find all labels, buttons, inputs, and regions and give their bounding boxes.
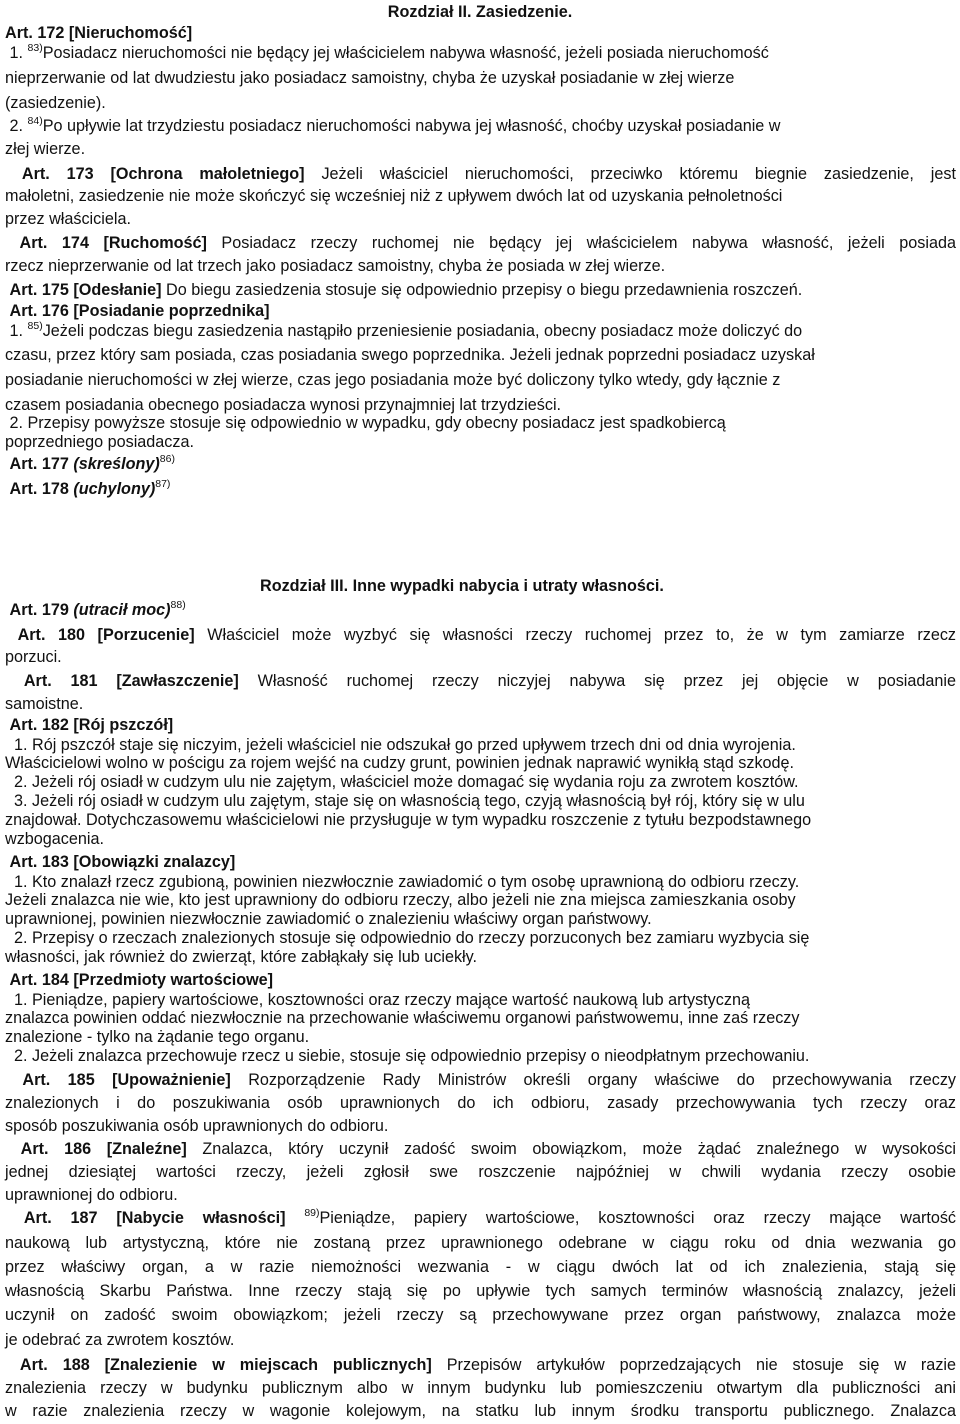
paragraph-line: Art. 185 [Upoważnienie] Rozporządzenie Rady Ministrów określi organy właściwe do przechowywania rzeczy	[22, 1071, 957, 1089]
paragraph-line: czasem posiadania obecnego posiadacza wynosi przynajmniej lat trzydzieści.	[5, 396, 562, 414]
paragraph-line: uprawnionej do odbioru.	[5, 1186, 178, 1204]
article-heading: Art. 179 (utracił moc)$^{88)}$	[9, 599, 186, 619]
paragraph-line: (zasiedzenie).	[5, 94, 106, 112]
paragraph-line: jednej dziesiątej wartości rzeczy, jeżeli zgłosił swe roszczenie najpóźniej w chwili wydania rzeczy osobie	[5, 1163, 956, 1181]
article-heading: Art. 184 [Przedmioty wartościowe]	[9, 971, 274, 989]
paragraph-line: czasu, przez który sam posiada, czas posiadania swego poprzednika. Jeżeli jednak poprzedni posiadacz uzyskał	[5, 346, 815, 364]
article-heading: Art. 180 [Porzucenie]	[17, 626, 195, 644]
paragraph-line: Art. 180 [Porzucenie] Właściciel może wyzbyć się własności rzeczy ruchomej przez to, że w tym zamiarze rzecz	[17, 626, 957, 644]
article-heading: Art. 177 (skreślony)$^{86)}$	[9, 453, 175, 473]
paragraph-line: 2. $^{84)}$Po upływie lat trzydziestu posiadacz nieruchomości nabywa jej własność, choćby uzyskał posiadanie w	[9, 115, 781, 135]
paragraph-line: je odebrać za zwrotem kosztów.	[5, 1331, 235, 1349]
paragraph-line: znalezionych i do poszukiwania osób uprawnionych do ich odbioru, zasady przechowywania tych rzeczy oraz	[5, 1094, 956, 1112]
footnote-ref[interactable]: 84)	[27, 115, 43, 127]
article-heading: Art. 176 [Posiadanie poprzednika]	[9, 302, 270, 320]
article-heading: Art. 183 [Obowiązki znalazcy]	[9, 853, 236, 871]
paragraph-line: przez właściciela.	[5, 210, 131, 228]
paragraph-line: Jeżeli znalazca nie wie, kto jest uprawniony do odbioru rzeczy, albo jeżeli nie zna miejsca zamieszkania osoby	[5, 891, 796, 909]
chapter-heading: Rozdział III. Inne wypadki nabycia i utraty własności.	[260, 577, 664, 595]
paragraph-line: przez właściwy organ, a w razie niemożności wezwania - w ciągu dwóch lat od ich znalezienia, stają się	[5, 1258, 956, 1276]
paragraph-line: sposób poszukiwania osób uprawnionych do odbioru.	[5, 1117, 389, 1135]
paragraph-line: znalezienia rzeczy w budynku publicznym albo w innym budynku lub pomieszczeniu otwartym dla publiczności ani	[5, 1379, 956, 1397]
footnote-ref[interactable]: 88)	[170, 599, 186, 611]
paragraph-line: złej wierze.	[5, 140, 86, 158]
paragraph-line: 2. Jeżeli znalazca przechowuje rzecz u siebie, stosuje się odpowiednio przepisy o nieodpłatnym przechowaniu.	[14, 1047, 810, 1065]
paragraph-line: Art. 175 [Odesłanie] Do biegu zasiedzenia stosuje się odpowiednio przepisy o biegu przedawnienia roszczeń.	[9, 281, 803, 299]
paragraph-line: posiadanie nieruchomości w złej wierze, czas jego posiadania może być doliczony tylko wtedy, gdy łącznie z	[5, 371, 781, 389]
paragraph-line: małoletni, zasiedzenie nie może skończyć się wcześniej niż z upływem dwóch lat od uzyskania pełnoletności	[5, 187, 783, 205]
paragraph-line: 1. $^{85)}$Jeżeli podczas biegu zasiedzenia nastąpiło przeniesienie posiadania, obecny posiadacz może doliczyć do	[9, 320, 803, 340]
article-heading: Art. 172 [Nieruchomość]	[5, 24, 193, 42]
paragraph-line: uprawnionej, powinien niezwłocznie zawiadomić o znalezieniu właściwy organ państwowy.	[5, 910, 652, 928]
paragraph-line: znalazca powinien oddać niezwłocznie na przechowanie właściwemu organowi państwowemu, inne zaś rzeczy	[5, 1009, 800, 1027]
article-heading: Art. 174 [Ruchomość]	[19, 234, 207, 252]
article-heading: Art. 181 [Zawłaszczenie]	[23, 672, 239, 690]
paragraph-line: porzuci.	[5, 648, 62, 666]
paragraph-line: 2. Przepisy o rzeczach znalezionych stosuje się odpowiednio do rzeczy porzuconych bez zamiaru wyzbycia się	[14, 929, 810, 947]
paragraph-line: Art. 174 [Ruchomość] Posiadacz rzeczy ruchomej nie będący jej właścicielem nabywa własność, jeżeli posiada	[19, 234, 956, 252]
paragraph-line: rzecz nieprzerwanie od lat trzech jako posiadacz samoistny, chyba że posiada w złej wierze.	[5, 257, 666, 275]
paragraph-line: uczynił on zadość swoim obowiązkom; jeżeli rzeczy są przechowywane przez organ państwowy, znalazca może	[5, 1306, 956, 1324]
article-heading: Art. 182 [Rój pszczół]	[9, 716, 174, 734]
paragraph-line: 1. Kto znalazł rzecz zgubioną, powinien niezwłocznie zawiadomić o tym osobę uprawnioną do odbioru rzeczy.	[14, 873, 800, 891]
article-heading: Art. 178 (uchylony)$^{87)}$	[9, 478, 171, 498]
footnote-ref[interactable]: 83)	[27, 42, 43, 54]
paragraph-line: 1. Rój pszczół staje się niczyim, jeżeli właściciel nie odszukał go przed upływem trzech dni od dnia wyrojenia.	[14, 736, 796, 754]
paragraph-line: Art. 173 [Ochrona małoletniego] Jeżeli właściciel nieruchomości, przeciwko któremu biegnie zasiedzenie, jest	[21, 165, 956, 183]
paragraph-line: 2. Jeżeli rój osiadł w cudzym ulu nie zajętym, właściciel może domagać się wydania roju za zwrotem kosztów.	[14, 773, 799, 791]
article-heading: Art. 187 [Nabycie własności]	[23, 1209, 286, 1227]
paragraph-line: znajdował. Dotychczasowemu właścicielowi nie przysługuje w tym wypadku roszczenie z tytułu bezpodstawnego	[5, 811, 812, 829]
paragraph-line: znalezione - tylko na żądanie tego organu.	[5, 1028, 310, 1046]
paragraph-line: 1. $^{83)}$Posiadacz nieruchomości nie będący jej właścicielem nabywa własność, jeżeli posiada nieruchomość	[9, 42, 769, 62]
paragraph-line: naukową lub artystyczną, które nie zostaną przez uprawnionego odebrane w ciągu roku od dnia wezwania go	[5, 1234, 956, 1252]
chapter-heading: Rozdział II. Zasiedzenie.	[387, 3, 573, 21]
paragraph-line: 3. Jeżeli rój osiadł w cudzym ulu zajętym, staje się on własnością tego, czyją własnością był rój, który się w ulu	[14, 792, 805, 810]
paragraph-line: Właścicielowi wolno w pościgu za rojem wejść na cudzy grunt, powinien jednak naprawić wynikłą stąd szkodę.	[5, 754, 795, 772]
paragraph-line: własności, jak również do zwierząt, które zabłąkały się lub uciekły.	[5, 948, 478, 966]
article-heading: Art. 173 [Ochrona małoletniego]	[21, 165, 305, 183]
paragraph-line: wzbogacenia.	[5, 830, 104, 848]
paragraph-line: Art. 181 [Zawłaszczenie] Własność ruchomej rzeczy niczyjej nabywa się przez jej objęcie w posiadanie	[23, 672, 957, 690]
paragraph-line: Art. 186 [Znaleźne] Znalazca, który uczynił zadość swoim obowiązkom, może żądać znaleźnego w wysokości	[20, 1140, 956, 1158]
paragraph-line: Art. 188 [Znalezienie w miejscach publicznych] Przepisów artykułów poprzedzających nie stosuje się w razie	[19, 1356, 957, 1374]
paragraph-line: 1. Pieniądze, papiery wartościowe, kosztowności oraz rzeczy mające wartość naukową lub artystyczną	[14, 991, 750, 1009]
footnote-ref[interactable]: 89)	[304, 1207, 320, 1219]
paragraph-line: własnością Skarbu Państwa. Inne rzeczy stają się po upływie tych samych terminów własnością znalazcy, jeżeli	[5, 1282, 956, 1300]
paragraph-line: poprzedniego posiadacza.	[5, 433, 194, 451]
paragraph-line: samoistne.	[5, 695, 84, 713]
footnote-ref[interactable]: 86)	[159, 453, 175, 465]
paragraph-line: Art. 187 [Nabycie własności] $^{89)}$Pieniądze, papiery wartościowe, kosztowności oraz rzeczy mające wartość	[23, 1207, 957, 1227]
footnote-ref[interactable]: 87)	[155, 478, 171, 490]
article-heading: Art. 185 [Upoważnienie]	[22, 1071, 231, 1089]
article-heading: Art. 188 [Znalezienie w miejscach publicznych]	[19, 1356, 432, 1374]
article-heading: Art. 186 [Znaleźne]	[20, 1140, 187, 1158]
paragraph-line: 2. Przepisy powyższe stosuje się odpowiednio w wypadku, gdy obecny posiadacz jest spadkobiercą	[9, 414, 726, 432]
article-heading: Art. 175 [Odesłanie]	[9, 281, 162, 299]
footnote-ref[interactable]: 85)	[27, 320, 43, 332]
paragraph-line: nieprzerwanie od lat dwudziestu jako posiadacz samoistny, chyba że uzyskał posiadanie w złej wierze	[5, 69, 735, 87]
paragraph-line: w razie znalezienia rzeczy w wagonie kolejowym, na statku lub innym środku transportu publicznego. Znalazca	[5, 1402, 956, 1420]
